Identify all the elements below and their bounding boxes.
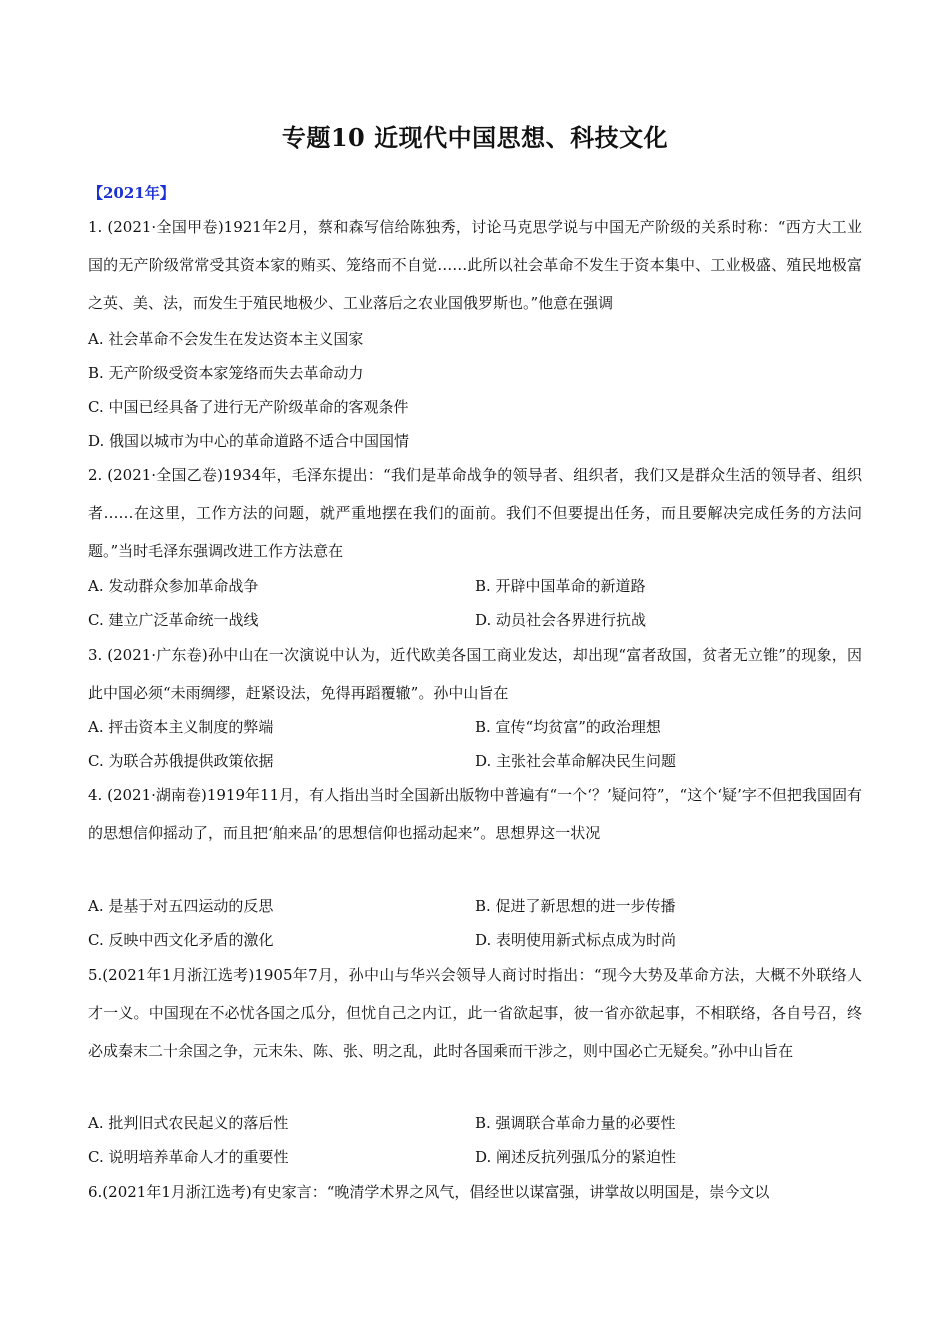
section-year-tag: 【2021年】 (88, 184, 175, 202)
page-title: 专题10 近现代中国思想、科技文化 (281, 123, 669, 152)
question-4-option-a: A. 是基于对五四运动的反思 (88, 897, 274, 915)
question-6-stem: 6.(2021年1月浙江选考)有史家言：“晚清学术界之风气，倡经世以谋富强，讲掌故以明国是，崇今文以 (88, 1183, 770, 1201)
question-4-option-b: B. 促进了新思想的进一步传播 (475, 897, 676, 915)
question-4-option-c: C. 反映中西文化矛盾的激化 (88, 931, 274, 949)
question-5-option-c: C. 说明培养革命人才的重要性 (88, 1148, 289, 1166)
question-5-option-a: A. 批判旧式农民起义的落后性 (88, 1114, 289, 1132)
question-1-option-b: B. 无产阶级受资本家笼络而失去革命动力 (88, 364, 364, 382)
question-3-option-d: D. 主张社会革命解决民生问题 (475, 752, 677, 770)
question-2-option-b: B. 开辟中国革命的新道路 (475, 577, 646, 595)
question-3-option-a: A. 抨击资本主义制度的弊端 (88, 718, 274, 736)
question-1-option-a: A. 社会革命不会发生在发达资本主义国家 (88, 330, 364, 348)
question-5-option-d: D. 阐述反抗列强瓜分的紧迫性 (475, 1148, 677, 1166)
question-2-stem: 2. (2021·全国乙卷)1934年，毛泽东提出：“我们是革命战争的领导者、组织者，我们又是群众生活的领导者、组织者……在这里，工作方法的问题，就严重地摆在我们的面前。我们不但要提出任务，而且要解决完成任务的方法问题。”当时毛泽东强调改进工作方法意在 (88, 466, 862, 560)
question-3-option-c: C. 为联合苏俄提供政策依据 (88, 752, 274, 770)
question-2-option-a: A. 发动群众参加革命战争 (88, 577, 259, 595)
question-1-stem: 1. (2021·全国甲卷)1921年2月，蔡和森写信给陈独秀，讨论马克思学说与中国无产阶级的关系时称：“西方大工业国的无产阶级常常受其资本家的贿买、笼络而不自觉……此所以社会革命不发生于资本集中、工业极盛、殖民地极富之英、美、法，而发生于殖民地极少、工业落后之农业国俄罗斯也。”他意在强调 (88, 218, 862, 312)
question-1-option-c: C. 中国已经具备了进行无产阶级革命的客观条件 (88, 398, 409, 416)
question-5-stem: 5.(2021年1月浙江选考)1905年7月，孙中山与华兴会领导人商讨时指出：“现今大势及革命方法，大概不外联络人才一义。中国现在不必忧各国之瓜分，但忧自己之内讧，此一省欲起事，彼一省亦欲起事，不相联络，各自号召，终必成秦末二十余国之争，元末朱、陈、张、明之乱，此时各国乘而干涉之，则中国必亡无疑矣。”孙中山旨在 (88, 966, 862, 1060)
question-3-stem: 3. (2021·广东卷)孙中山在一次演说中认为，近代欧美各国工商业发达，却出现“富者敌国，贫者无立锥”的现象，因此中国必须“未雨绸缪，赶紧设法，免得再蹈覆辙”。孙中山旨在 (88, 646, 862, 702)
question-2-option-c: C. 建立广泛革命统一战线 (88, 611, 259, 629)
question-4-option-d: D. 表明使用新式标点成为时尚 (475, 931, 677, 949)
question-2-option-d: D. 动员社会各界进行抗战 (475, 611, 647, 629)
question-5-option-b: B. 强调联合革命力量的必要性 (475, 1114, 676, 1132)
question-3-option-b: B. 宣传“均贫富”的政治理想 (475, 718, 661, 736)
question-4-stem: 4. (2021·湖南卷)1919年11月，有人指出当时全国新出版物中普遍有“一个‘？’疑问符”，“这个‘疑’字不但把我国固有的思想信仰摇动了，而且把‘舶来品’的思想信仰也摇动起来”。思想界这一状况 (88, 786, 862, 842)
question-1-option-d: D. 俄国以城市为中心的革命道路不适合中国国情 (88, 432, 410, 450)
